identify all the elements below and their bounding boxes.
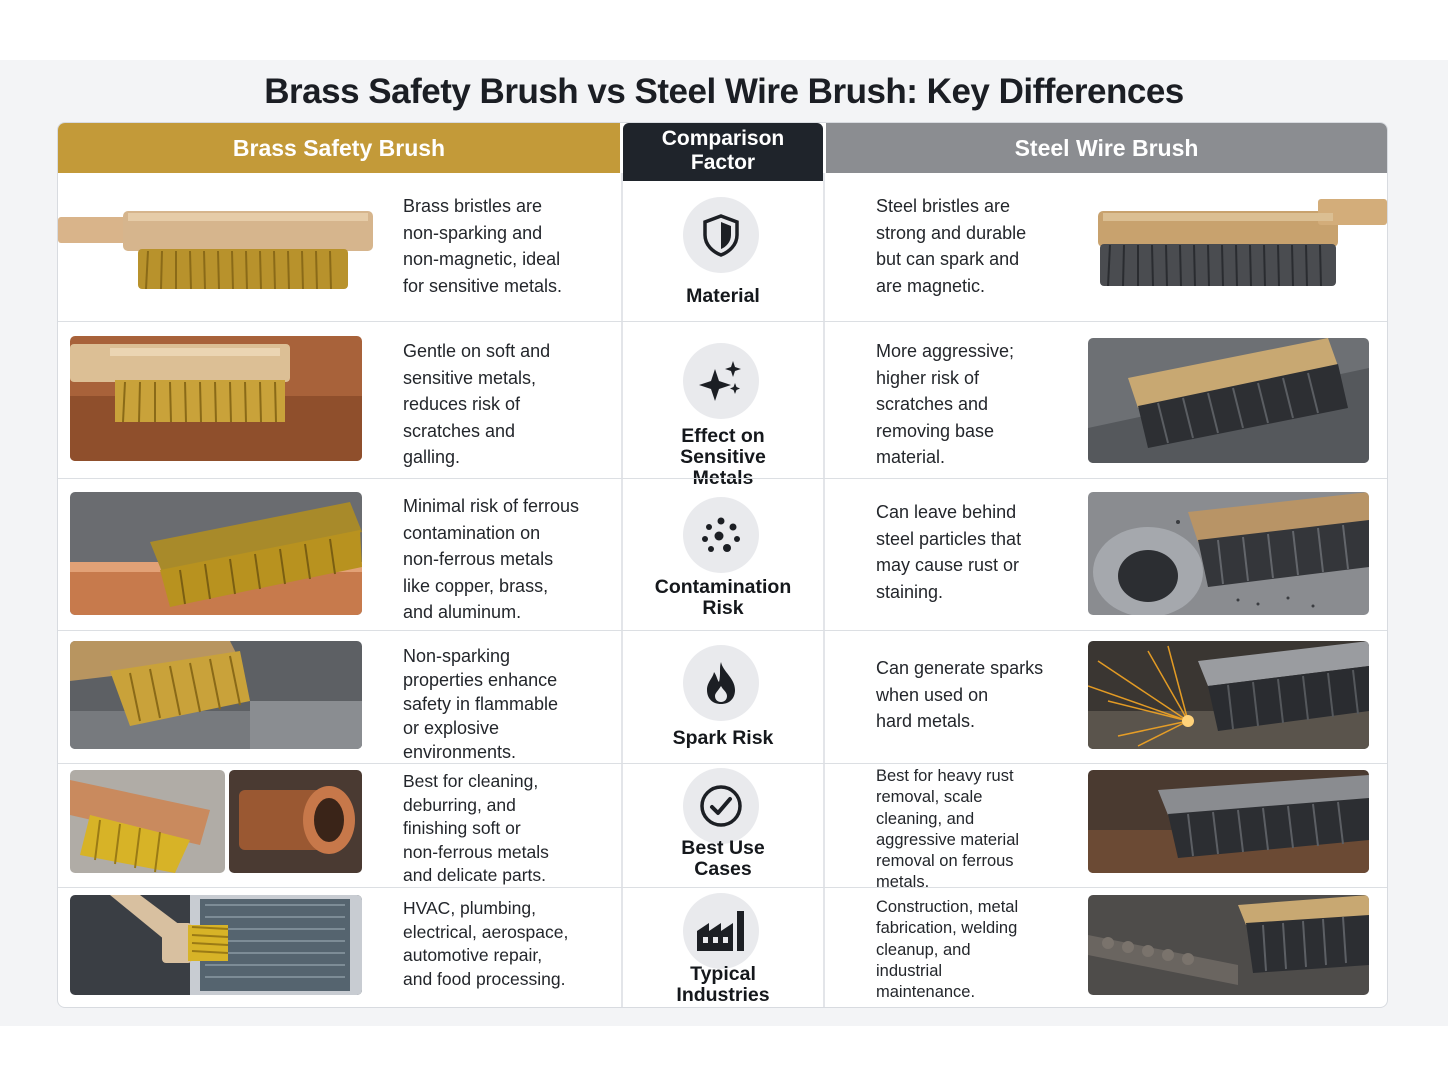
text-line: non-ferrous metals bbox=[403, 841, 549, 862]
factor-header-label: Comparison Factor bbox=[661, 127, 785, 174]
sparkles-icon bbox=[697, 359, 745, 403]
brass-effect-text bbox=[403, 338, 603, 471]
text-line: deburring, and bbox=[403, 794, 516, 815]
particles-icon bbox=[699, 515, 743, 555]
comparison-table bbox=[57, 122, 1388, 1008]
text-line: and food processing. bbox=[403, 968, 566, 989]
factor-label-industries bbox=[623, 964, 823, 1006]
text-line: properties enhance bbox=[403, 670, 558, 690]
factor-label-best-use bbox=[623, 838, 823, 880]
steel-spark-text bbox=[876, 655, 1076, 735]
brass-brush-on-copper-image bbox=[70, 336, 362, 461]
text-line: non-magnetic, ideal bbox=[403, 249, 561, 269]
text-line: Steel bristles are bbox=[876, 196, 1011, 216]
page-title: Brass Safety Brush vs Steel Wire Brush: Key Differences bbox=[264, 72, 1184, 111]
text-line: and delicate parts. bbox=[403, 865, 547, 885]
text-line: galling. bbox=[403, 447, 461, 467]
steel-column-header: Steel Wire Brush bbox=[826, 123, 1387, 173]
steel-brush-sparks-image bbox=[1088, 641, 1369, 749]
factor-label-spark: Spark Risk bbox=[672, 727, 774, 749]
text-line: sensitive metals, bbox=[403, 367, 537, 388]
text-line: Gentle on soft and bbox=[403, 341, 551, 361]
text-line: Brass bristles are bbox=[403, 196, 543, 216]
steel-industries-text bbox=[876, 897, 1066, 1003]
text-line: fabrication, welding bbox=[876, 919, 1018, 938]
row-best-use-cases bbox=[58, 763, 1387, 892]
text-line: reduces risk of bbox=[403, 394, 521, 414]
material-icon-circle bbox=[683, 197, 759, 273]
brass-column-header: Brass Safety Brush bbox=[58, 123, 620, 173]
text-line: Non-sparking bbox=[403, 646, 511, 666]
steel-best-use-text bbox=[876, 766, 1066, 894]
brass-material-text bbox=[403, 193, 603, 299]
text-line: metals. bbox=[876, 873, 930, 892]
text-line: but can spark and bbox=[876, 249, 1020, 269]
factor-label-best-use-text: Best Use Cases bbox=[681, 837, 765, 880]
text-line: hard metals. bbox=[876, 711, 976, 731]
text-line: like copper, brass, bbox=[403, 575, 549, 596]
text-line: strong and durable bbox=[876, 222, 1027, 243]
factor-label-contamination-text: Contamination Risk bbox=[654, 576, 792, 619]
text-line: cleaning, and bbox=[876, 809, 975, 828]
text-line: removal, scale bbox=[876, 788, 983, 807]
factor-label-material: Material bbox=[686, 285, 760, 307]
text-line: HVAC, plumbing, bbox=[403, 898, 536, 918]
factor-label-contamination bbox=[623, 577, 823, 619]
steel-brush-rust-removal-image bbox=[1088, 770, 1369, 873]
brass-spark-text bbox=[403, 644, 603, 764]
text-line: higher risk of bbox=[876, 367, 980, 388]
brass-brush-image bbox=[58, 189, 376, 299]
flame-icon bbox=[701, 660, 741, 706]
brass-best-use-text bbox=[403, 770, 603, 888]
text-line: Can generate sparks bbox=[876, 658, 1044, 678]
text-line: contamination on bbox=[403, 522, 541, 543]
effect-icon-circle bbox=[683, 343, 759, 419]
text-line: Construction, metal bbox=[876, 898, 1019, 916]
steel-brush-welding-image bbox=[1088, 895, 1369, 995]
brass-contamination-text bbox=[403, 493, 603, 626]
text-line: electrical, aerospace, bbox=[403, 921, 569, 942]
steel-brush-on-steel-pipe-image bbox=[1088, 492, 1369, 615]
steel-material-text bbox=[876, 193, 1076, 299]
brass-brush-deburring-image bbox=[70, 770, 225, 873]
text-line: Can leave behind bbox=[876, 502, 1017, 522]
text-line: non-ferrous metals bbox=[403, 549, 554, 569]
text-line: when used on bbox=[876, 684, 989, 705]
checkmark-icon bbox=[698, 783, 744, 829]
text-line: aggressive material bbox=[876, 830, 1020, 849]
text-line: staining. bbox=[876, 581, 944, 602]
row-material bbox=[58, 173, 1387, 321]
steel-effect-text bbox=[876, 338, 1076, 471]
brass-brush-hvac-coil-image bbox=[70, 895, 362, 995]
factor-label-industries-text: Typical Industries bbox=[676, 963, 770, 1006]
text-line: material. bbox=[876, 447, 946, 467]
spark-icon-circle bbox=[683, 645, 759, 721]
steel-brush-image bbox=[1088, 189, 1387, 299]
row-typical-industries bbox=[58, 887, 1387, 1008]
text-line: for sensitive metals. bbox=[403, 275, 563, 296]
text-line: cleanup, and bbox=[876, 940, 971, 959]
text-line: removal on ferrous bbox=[876, 852, 1014, 871]
text-line: non-sparking and bbox=[403, 222, 543, 243]
factory-icon bbox=[695, 909, 747, 953]
text-line: automotive repair, bbox=[403, 945, 543, 965]
text-line: steel particles that bbox=[876, 528, 1022, 549]
row-contamination-risk bbox=[58, 478, 1387, 631]
best-use-icon-circle bbox=[683, 768, 759, 844]
row-effect-on-sensitive-metals bbox=[58, 321, 1387, 489]
contamination-icon-circle bbox=[683, 497, 759, 573]
text-line: are magnetic. bbox=[876, 275, 986, 296]
text-line: Best for cleaning, bbox=[403, 771, 539, 791]
shield-icon bbox=[701, 213, 741, 257]
text-line: may cause rust or bbox=[876, 555, 1020, 575]
text-line: maintenance. bbox=[876, 983, 976, 1002]
row-spark-risk bbox=[58, 630, 1387, 764]
text-line: More aggressive; bbox=[876, 341, 1015, 361]
text-line: Minimal risk of ferrous bbox=[403, 496, 580, 516]
steel-contamination-text bbox=[876, 499, 1076, 605]
text-line: scratches and bbox=[876, 394, 989, 414]
text-line: or explosive bbox=[403, 718, 500, 738]
steel-brush-on-plate-image bbox=[1088, 338, 1369, 463]
factor-label-effect-text: Effect on Sensitive Metals bbox=[680, 425, 766, 489]
text-line: Best for heavy rust bbox=[876, 767, 1014, 785]
text-line: environments. bbox=[403, 742, 517, 762]
text-line: removing base bbox=[876, 420, 995, 441]
text-line: finishing soft or bbox=[403, 818, 521, 838]
industries-icon-circle bbox=[683, 893, 759, 969]
brass-brush-on-copper-pipe-image bbox=[70, 492, 362, 615]
brass-brush-on-steel-beam-image bbox=[70, 641, 362, 749]
copper-fitting-image bbox=[229, 770, 362, 873]
text-line: scratches and bbox=[403, 420, 516, 441]
brass-industries-text bbox=[403, 897, 603, 991]
text-line: safety in flammable bbox=[403, 694, 559, 714]
text-line: industrial bbox=[876, 961, 943, 980]
text-line: and aluminum. bbox=[403, 602, 522, 622]
